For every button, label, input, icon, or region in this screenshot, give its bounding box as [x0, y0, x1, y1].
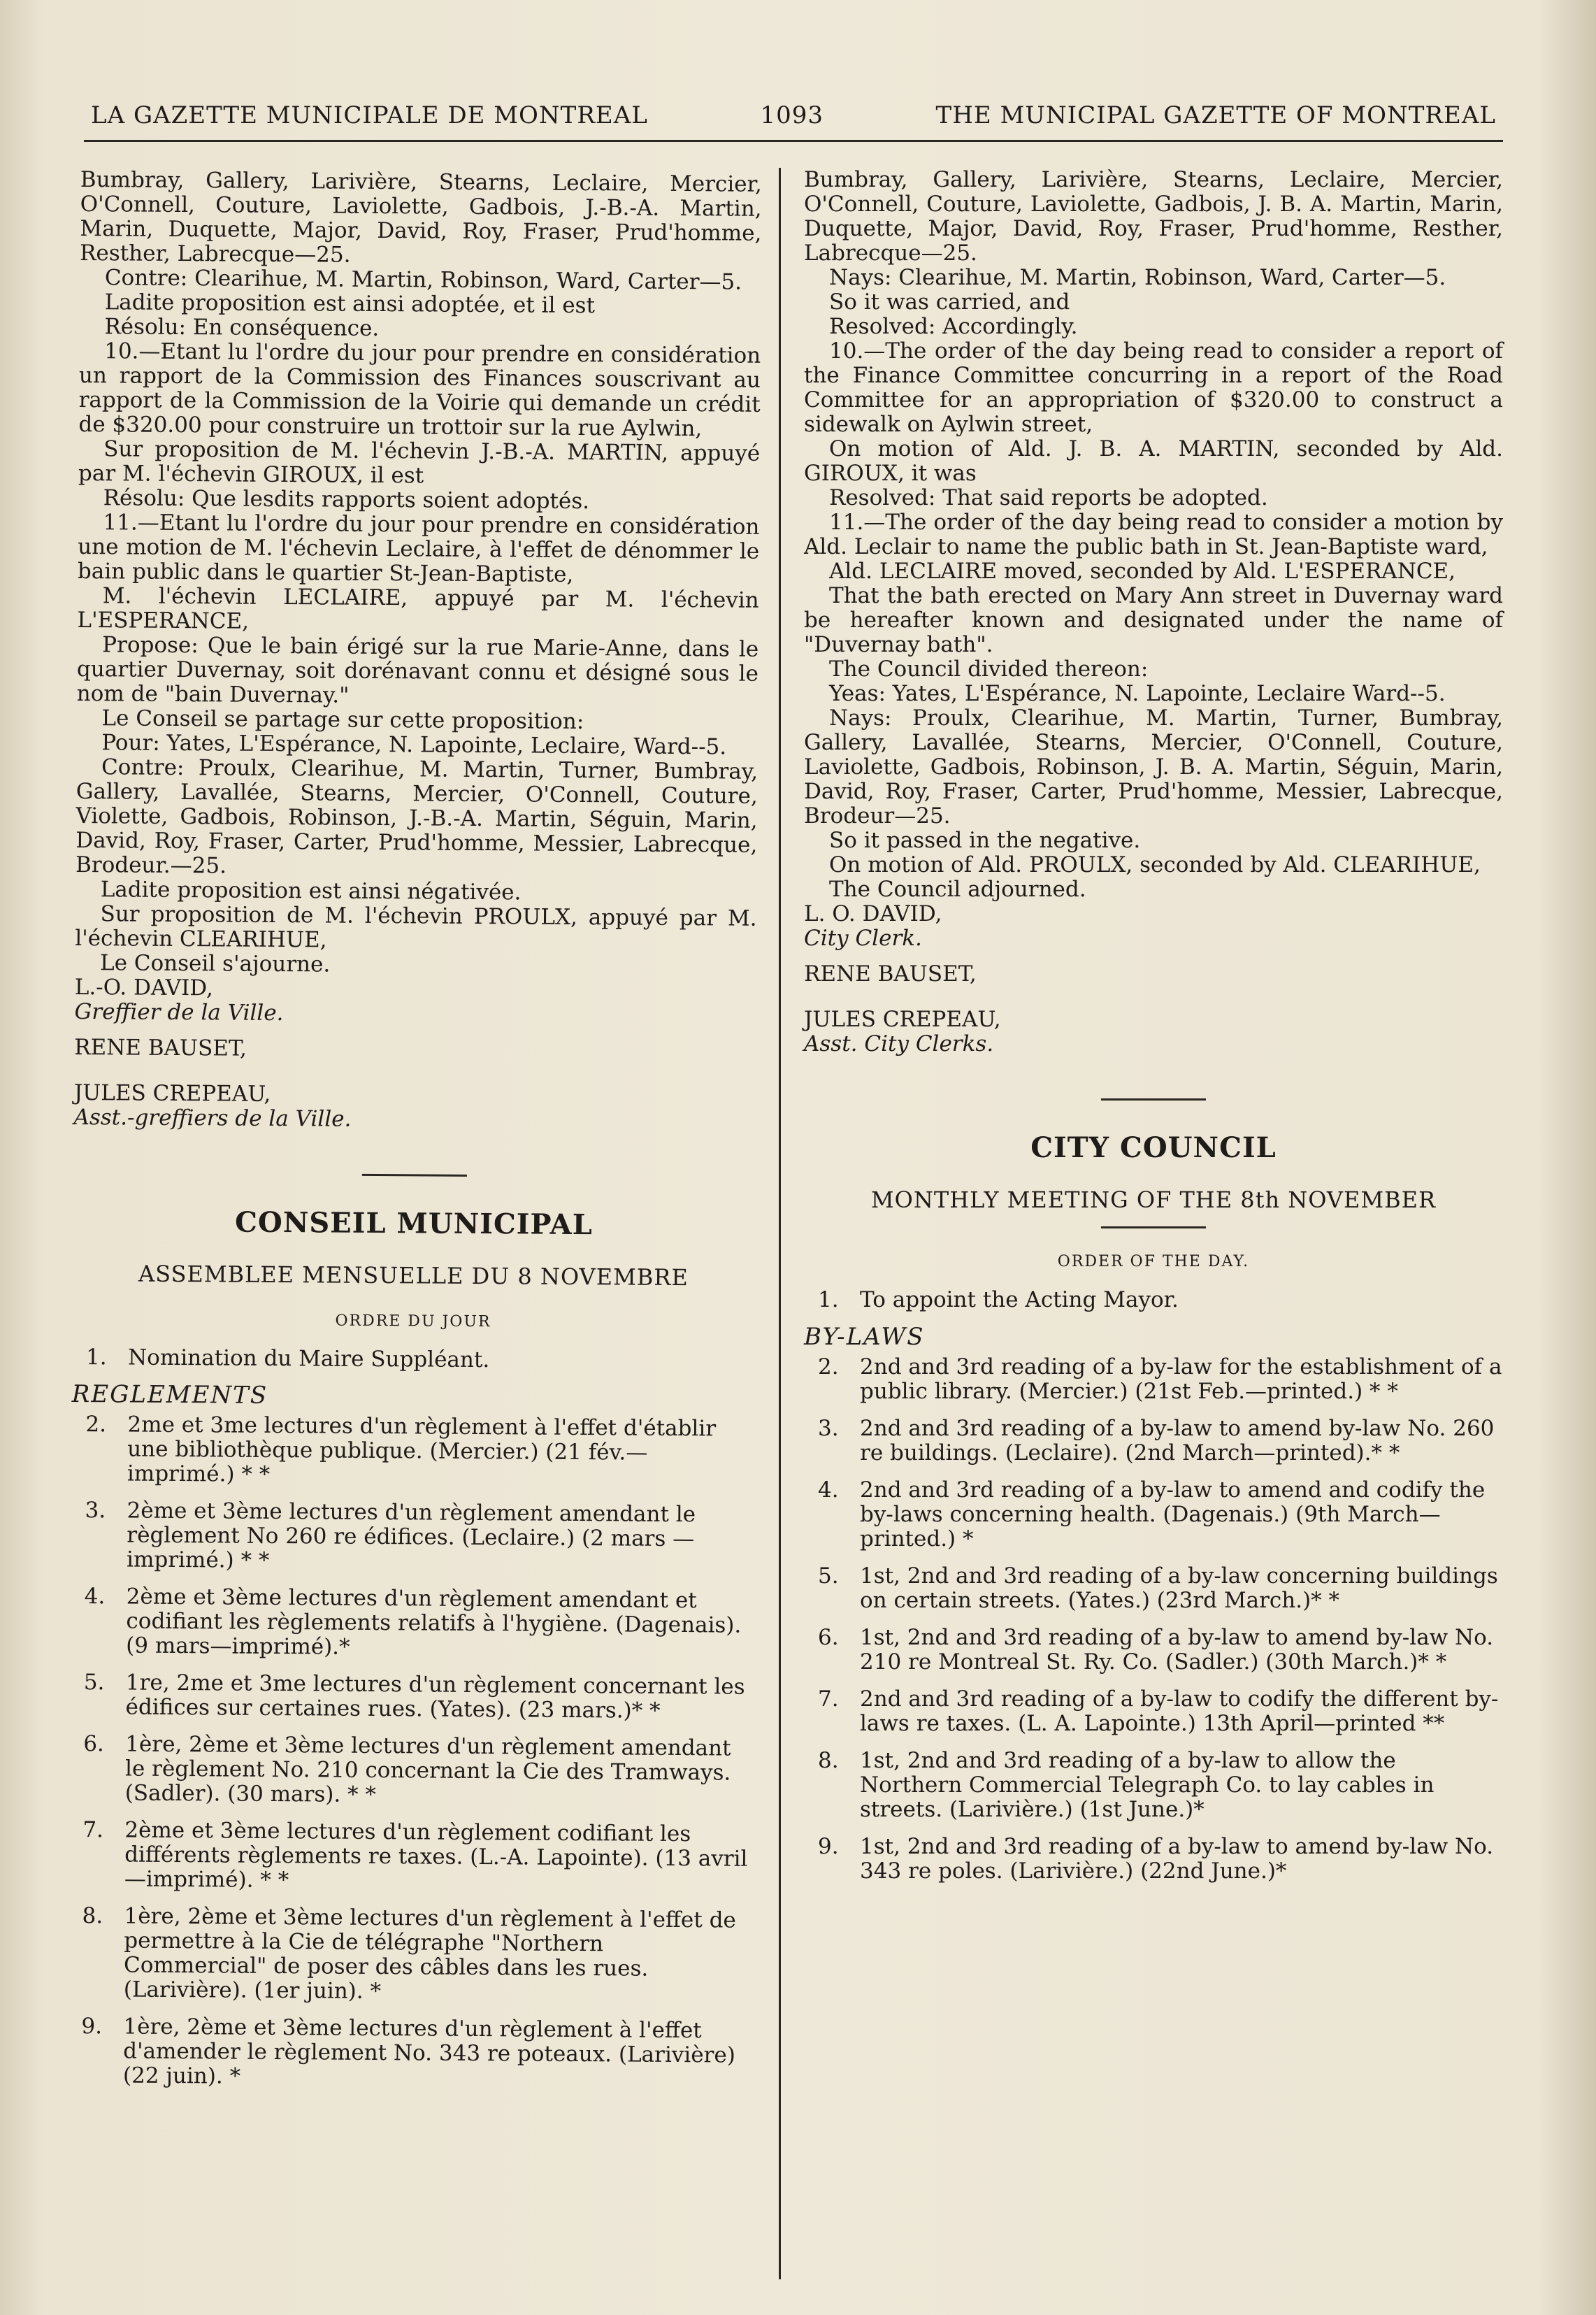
english-para: Ald. LECLAIRE moved, seconded by Ald. L'ESPERANCE,	[829, 559, 1456, 584]
page-header	[91, 98, 1496, 133]
item-text: 2nd and 3rd reading of a by-law to amend by-law No. 260 re buildings. (Leclaire). (2nd March—printed).* *	[860, 1416, 1495, 1465]
french-asst-clerk-1: RENE BAUSET,	[74, 1034, 247, 1061]
english-order-item	[804, 1749, 1503, 1822]
french-order-item	[70, 1584, 752, 1663]
item-text: 1st, 2nd and 3rd reading of a by-law to amend by-law No. 210 re Montreal St. Ry. Co. (Sadler.) (30th March.)* *	[860, 1625, 1494, 1675]
english-para: The Council divided thereon:	[829, 657, 1149, 682]
english-order-item	[804, 1687, 1503, 1736]
english-council-heading: CITY COUNCIL	[1030, 1131, 1277, 1164]
english-order-heading: ORDER OF THE DAY.	[1057, 1253, 1250, 1270]
french-para: Ladite proposition est ainsi négativée.	[100, 877, 522, 905]
french-para: Résolu: Que lesdits rapports soient adoptés.	[103, 485, 590, 515]
french-council-heading: CONSEIL MUNICIPAL	[234, 1205, 593, 1242]
english-para: Resolved: That said reports be adopted.	[829, 485, 1268, 510]
item-text: 1ère, 2ème et 3ème lectures d'un règlement amendant le règlement No. 210 concernant la Cie des Tramways. (Sadler). (30 mars). * *	[124, 1731, 731, 1808]
english-order-item	[804, 1835, 1503, 1884]
french-para: Contre: Proulx, Clearihue, M. Martin, Turner, Bumbray, Gallery, Lavallée, Stearns, Mercier, O'Connell, Couture, Violette, Gadbois, Robinson, J.-B.-A. Martin, Séguin, Marin, David, Roy, Fraser, Carter, Prud'homme, Messier, Labrecque, Brodeur.—25.	[75, 754, 759, 879]
english-para: The Council adjourned.	[829, 877, 1086, 902]
french-order-item	[72, 1345, 754, 1375]
item-number: 5.	[83, 1670, 105, 1696]
english-order-item	[804, 1564, 1503, 1613]
section-rule	[1101, 1098, 1206, 1101]
item-number: 1.	[85, 1345, 107, 1370]
item-number: 7.	[82, 1817, 104, 1843]
header-title-english: THE MUNICIPAL GAZETTE OF MONTREAL	[935, 101, 1496, 129]
english-para: Resolved: Accordingly.	[829, 314, 1078, 339]
item-number: 7.	[818, 1686, 839, 1712]
english-para: Bumbray, Gallery, Larivière, Stearns, Leclaire, Mercier, O'Connell, Couture, Laviolette, Gadbois, J. B. A. Martin, Marin, Duquette, Major, David, Roy, Fraser, Prud'homme, Resther, Labrecque—25.	[804, 167, 1503, 266]
item-text: 1ère, 2ème et 3ème lectures d'un règlement à l'effet d'amender le règlement No. 343 re poteaux. (Larivière) (22 juin). *	[122, 2014, 736, 2089]
french-asst-title: Asst.-greffiers de la Ville.	[73, 1104, 352, 1132]
english-para: That the bath erected on Mary Ann street in Duvernay ward be hereafter known and designated under the name of "Duvernay bath".	[804, 583, 1503, 657]
item-number: 9.	[818, 1834, 839, 1859]
french-asst-clerk-2: JULES CREPEAU,	[73, 1080, 271, 1107]
french-para: Ladite proposition est ainsi adoptée, et il est	[104, 289, 596, 319]
english-para: So it was carried, and	[829, 289, 1070, 315]
french-para: Sur proposition de M. l'échevin PROULX, appuyé par M. l'échevin CLEARIHUE,	[75, 901, 757, 953]
item-text: 2nd and 3rd reading of a by-law to amend and codify the by-laws concerning health. (Dagenais.) (9th March—printed.) *	[860, 1477, 1486, 1551]
french-para: Propose: Que le bain érigé sur la rue Marie-Anne, dans le quartier Duvernay, soit dorénavant connu et désigné sous le nom de "bain Duvernay."	[76, 632, 759, 708]
english-asst-clerk-2: JULES CREPEAU,	[804, 1007, 1001, 1032]
english-clerk-name: L. O. DAVID,	[804, 901, 942, 926]
french-para: Contre: Clearihue, M. Martin, Robinson, Ward, Carter—5.	[104, 265, 742, 295]
item-number: 3.	[85, 1498, 106, 1524]
item-number: 4.	[84, 1584, 106, 1610]
item-number: 6.	[83, 1731, 104, 1757]
english-order-item	[804, 1626, 1503, 1675]
item-text: 1ère, 2ème et 3ème lectures d'un règlement à l'effet de permettre à la Cie de télégraphe "Northern Commercial" de poser des câbles dans les rues. (Larivière). (1er juin). *	[123, 1903, 736, 2005]
french-order-item	[69, 1818, 751, 1896]
item-text: 1st, 2nd and 3rd reading of a by-law concerning buildings on certain streets. (Yates.) (23rd March.)* *	[860, 1563, 1498, 1613]
french-para: 11.—Etant lu l'ordre du jour pour prendre en considération une motion de M. l'échevin Leclaire, à l'effet de dénommer le bain public dans le quartier St-Jean-Baptiste,	[77, 510, 760, 587]
french-column	[67, 168, 762, 2105]
french-clerk-name: L.-O. DAVID,	[74, 974, 214, 1001]
english-para: So it passed in the negative.	[829, 828, 1141, 853]
item-text: 2me et 3me lectures d'un règlement à l'effet d'établir une bibliothèque publique. (Mercier.) (21 fév.—imprimé.) * *	[127, 1412, 717, 1487]
french-order-item	[71, 1498, 753, 1577]
english-column	[804, 168, 1503, 1896]
french-section-heading: REGLEMENTS	[71, 1379, 268, 1410]
item-number: 9.	[81, 2014, 103, 2040]
french-order-item	[69, 1732, 752, 1810]
french-order-heading: ORDRE DU JOUR	[335, 1312, 491, 1331]
french-para: Le Conseil s'ajourne.	[99, 950, 331, 977]
item-text: 2nd and 3rd reading of a by-law for the establishment of a public library. (Mercier.) (21st Feb.—printed.) * *	[860, 1354, 1502, 1404]
item-text: 2ème et 3ème lectures d'un règlement amendant et codifiant les règlements relatifs à l'hygiène. (Dagenais). (9 mars—imprimé).*	[126, 1584, 742, 1660]
french-clerk-title: Greffier de la Ville.	[74, 998, 284, 1026]
english-order-item	[804, 1288, 1503, 1312]
english-order-item	[804, 1355, 1503, 1404]
french-order-item	[67, 2014, 749, 2093]
french-para: Bumbray, Gallery, Larivière, Stearns, Leclaire, Mercier, O'Connell, Couture, Laviolette, Gadbois, J.-B.-A. Martin, Marin, Duquette, Major, David, Roy, Fraser, Prud'homme, Resther, Labrecque—25.	[80, 167, 762, 268]
english-para: On motion of Ald. J. B. A. MARTIN, seconded by Ald. GIROUX, it was	[804, 436, 1503, 486]
french-para: 10.—Etant lu l'ordre du jour pour prendre en considération un rapport de la Commission des Finances souscrivant au rapport de la Commission de la Voirie qui demande un crédit de $320.00 pour construire un trottoir sur la rue Aylwin,	[78, 338, 761, 442]
section-rule	[361, 1174, 466, 1177]
item-text: 2nd and 3rd reading of a by-law to codify the different by-laws re taxes. (L. A. Lapointe.) 13th April—printed **	[860, 1686, 1499, 1736]
header-title-french: LA GAZETTE MUNICIPALE DE MONTREAL	[91, 101, 648, 129]
item-number: 6.	[818, 1625, 839, 1650]
item-number: 4.	[818, 1477, 839, 1503]
english-para: On motion of Ald. PROULX, seconded by Ald. CLEARIHUE,	[829, 852, 1481, 877]
header-rule	[84, 140, 1503, 142]
column-divider	[779, 168, 781, 2279]
english-para: Yeas: Yates, L'Espérance, N. Lapointe, Leclaire Ward--5.	[829, 681, 1446, 706]
english-order-item	[804, 1417, 1503, 1465]
english-para: 11.—The order of the day being read to consider a motion by Ald. Leclair to name the public bath in St. Jean-Baptiste ward,	[804, 510, 1503, 559]
french-meeting-heading: ASSEMBLEE MENSUELLE DU 8 NOVEMBRE	[138, 1260, 689, 1291]
item-text: Nomination du Maire Suppléant.	[127, 1345, 490, 1373]
item-text: 2ème et 3ème lectures d'un règlement codifiant les différents règlements re taxes. (L.-A. Lapointe). (13 avril—imprimé). * *	[124, 1817, 748, 1893]
page-number: 1093	[760, 101, 824, 129]
item-number: 8.	[818, 1748, 839, 1773]
english-asst-clerk-1: RENE BAUSET,	[804, 961, 977, 987]
item-number: 3.	[818, 1416, 839, 1441]
item-text: 1re, 2me et 3me lectures d'un règlement concernant les édifices sur certaines rues. (Yates). (23 mars.)* *	[125, 1670, 745, 1723]
french-para: Le Conseil se partage sur cette proposition:	[101, 705, 584, 735]
english-section-heading: BY-LAWS	[804, 1323, 925, 1351]
english-asst-title: Asst. City Clerks.	[804, 1031, 994, 1056]
item-text: 1st, 2nd and 3rd reading of a by-law to allow the Northern Commercial Telegraph Co. to lay cables in streets. (Larivière.) (1st June.)*	[860, 1748, 1435, 1822]
item-text: 2ème et 3ème lectures d'un règlement amendant le règlement No 260 re édifices. (Leclaire.) (2 mars —imprimé.) * *	[126, 1498, 696, 1573]
english-order-item	[804, 1478, 1503, 1551]
french-para: Sur proposition de M. l'échevin J.-B.-A. MARTIN, appuyé par M. l'échevin GIROUX, il est	[78, 436, 761, 489]
item-text: 1st, 2nd and 3rd reading of a by-law to amend by-law No. 343 re poles. (Larivière.) (22nd June.)*	[860, 1834, 1494, 1884]
section-rule	[1101, 1226, 1206, 1228]
item-number: 1.	[818, 1287, 839, 1312]
french-para: Résolu: En conséquence.	[104, 314, 380, 341]
item-text: To appoint the Acting Mayor.	[860, 1287, 1179, 1312]
item-number: 8.	[82, 1903, 103, 1929]
english-clerk-title: City Clerk.	[804, 926, 922, 951]
item-number: 2.	[85, 1412, 107, 1438]
english-para: Nays: Clearihue, M. Martin, Robinson, Ward, Carter—5.	[829, 265, 1446, 290]
english-meeting-heading: MONTHLY MEETING OF THE 8th NOVEMBER	[870, 1187, 1437, 1213]
french-para: Pour: Yates, L'Espérance, N. Lapointe, Leclaire, Ward--5.	[101, 730, 727, 760]
english-para: Nays: Proulx, Clearihue, M. Martin, Turner, Bumbray, Gallery, Lavallée, Stearns, Mercier, O'Connell, Couture, Laviolette, Gadbois, Robinson, J. B. A. Martin, Séguin, Marin, David, Roy, Fraser, Carter, Prud'homme, Messier, Labrecque, Brodeur—25.	[804, 705, 1503, 829]
french-order-item	[71, 1412, 754, 1491]
english-para: 10.—The order of the day being read to consider a report of the Finance Committee concurring in a report of the Road Committee for an appropriation of $320.00 to construct a sidewalk on Aylwin street,	[804, 338, 1503, 437]
french-order-item	[68, 1904, 750, 2007]
item-number: 2.	[818, 1354, 839, 1379]
item-number: 5.	[818, 1563, 839, 1589]
french-para: M. l'échevin LECLAIRE, appuyé par M. l'échevin L'ESPERANCE,	[77, 583, 759, 634]
french-order-item	[70, 1670, 752, 1724]
